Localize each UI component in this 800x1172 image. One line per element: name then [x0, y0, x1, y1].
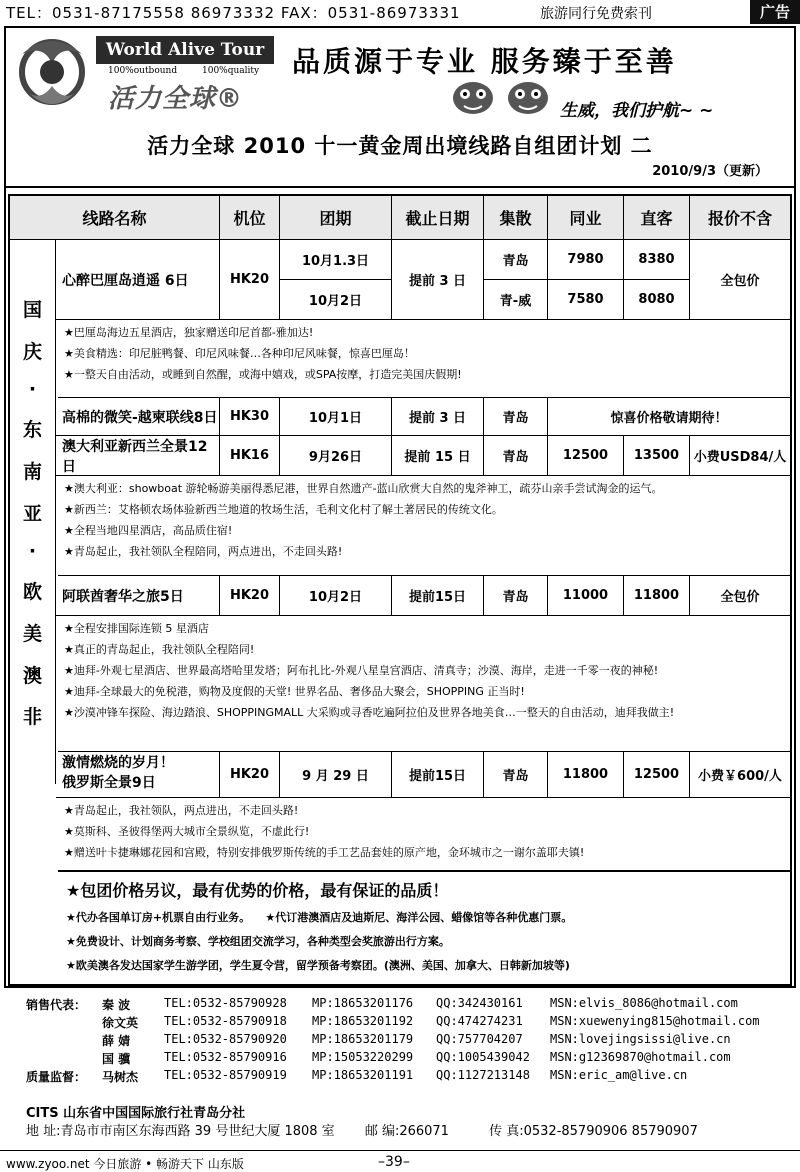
ad-badge: 广告 [750, 0, 800, 24]
tour-date: 10月1日 [280, 398, 392, 436]
side-char: · [28, 378, 37, 401]
swirl-logo-icon [10, 34, 94, 110]
page-title: 活力全球 2010 十一黄金周出境线路自组团计划 二 [147, 134, 653, 158]
tour-trade-price: 11800 [548, 752, 624, 798]
tour-flight: HK20 [220, 240, 280, 320]
side-char: · [28, 540, 37, 563]
contact-name: 徐文英 [102, 1016, 139, 1030]
col-header-direct: 直客 [624, 196, 690, 240]
tour-hub: 青-威 [484, 280, 548, 320]
note-line: ★美食精选：印尼脏鸭餐、印尼风味餐…各种印尼风味餐，惊喜巴厘岛！ [64, 347, 415, 360]
col-header-flight: 机位 [220, 196, 280, 240]
note-line: ★迪拜-外观七星酒店、世界最高塔哈里发塔；阿布扎比-外观八星皇宫酒店、清真寺；沙漠、海岸，走进一千零一夜的神秘! [64, 664, 659, 677]
brand-name-en: World Alive Tour [96, 36, 274, 64]
col-header-dates: 团期 [280, 196, 392, 240]
contact-name: 薛 婧 [102, 1034, 131, 1048]
note-line: ★青岛起止，我社领队，两点进出，不走回头路! [64, 804, 299, 817]
contact-qq: QQ:474274231 [436, 1014, 523, 1028]
tour-direct-price: 8380 [624, 240, 690, 280]
brand-name-cn: 活力全球® [108, 84, 244, 114]
contact-tel: TEL:0532-85790928 [164, 996, 287, 1010]
tour-direct-price: 11800 [624, 576, 690, 616]
tour-hub: 青岛 [484, 398, 548, 436]
pricing-item: ★代办各国单订房+机票自由行业务。 [66, 911, 251, 924]
contact-tel: TEL:0532-85790919 [164, 1068, 287, 1082]
note-line: ★一整天自由活动，或睡到自然醒，或海中嬉戏，或SPA按摩，打造完美国庆假期! [64, 368, 462, 381]
contact-qq: QQ:1005439042 [436, 1050, 530, 1064]
tour-direct-price: 13500 [624, 436, 690, 476]
note-line: ★莫斯科、圣彼得堡两大城市全景纵览，不虚此行! [64, 825, 310, 838]
contact-name: 秦 波 [102, 998, 131, 1012]
side-char: 非 [22, 706, 42, 729]
tour-excluded: 小费USD84/人 [690, 436, 790, 476]
tour-name: 阿联酋奢华之旅5日 [56, 576, 220, 616]
tagline-quality: 100%quality [202, 66, 260, 76]
contact-qq: QQ:342430161 [436, 996, 523, 1010]
tour-excluded: 全包价 [690, 576, 790, 616]
pricing-line [66, 909, 782, 925]
contact-tel: TEL:0532-85790918 [164, 1014, 287, 1028]
side-char: 庆 [22, 340, 42, 363]
contact-mobile: MP:18653201192 [312, 1014, 414, 1028]
note-line: ★巴厘岛海边五星酒店，独家赠送印尼首都-雅加达! [64, 326, 314, 339]
pricing-headline: ★包团价格另议，最有优势的价格，最有保证的品质！ [66, 881, 449, 900]
contact-name: 国 骥 [102, 1052, 131, 1066]
top-contact: TEL：0531-87175558 86973332 FAX：0531-86973331 [6, 4, 461, 22]
agency-address-line [26, 1120, 698, 1139]
contact-qq: QQ:1127213148 [436, 1068, 530, 1082]
tour-flight: HK20 [220, 576, 280, 616]
top-bar [0, 0, 800, 24]
footer-site: www.zyoo.net 今日旅游 • 畅游天下 山东版 [6, 1157, 244, 1171]
supervisor-label: 质量监督： [26, 1070, 87, 1084]
note-line: ★沙漠冲锋车探险、海边踏浪、SHOPPINGMALL 大采购或寻香吃遍阿拉伯及世界各地美食…一整天的自由活动，迪拜我做主! [64, 706, 675, 719]
tour-date: 10月2日 [280, 576, 392, 616]
tour-flight: HK16 [220, 436, 280, 476]
contact-mobile: MP:18653201179 [312, 1032, 414, 1046]
tour-name: 澳大利亚新西兰全景12日 [56, 436, 220, 476]
tour-date: 9月26日 [280, 436, 392, 476]
side-char: 南 [22, 460, 42, 483]
region-side-label [10, 240, 56, 784]
col-header-excluded: 报价不含 [690, 196, 790, 240]
contact-mobile: MP:15053220299 [312, 1050, 414, 1064]
tour-trade-price: 12500 [548, 436, 624, 476]
note-line: ★青岛起止，我社领队全程陪同，两点进出，不走回头路! [64, 545, 343, 558]
note-line: ★澳大利亚：showboat 游轮畅游美丽得悉尼港，世界自然遗产-蓝山欣赏大自然的鬼斧神工，疏芬山亲手尝试淘金的运气。 [64, 482, 663, 495]
note-line: ★全程安排国际连锁 5 星酒店 [64, 622, 209, 635]
col-header-route: 线路名称 [10, 196, 220, 240]
update-date: 2010/9/3（更新） [652, 164, 768, 179]
side-char: 欧 [22, 581, 42, 603]
tagline-outbound: 100%outbound [108, 66, 178, 76]
side-char: 亚 [22, 502, 42, 525]
tour-name: 高棉的微笑-越柬联线8日 [56, 398, 220, 436]
tour-deadline: 提前 15 日 [392, 436, 484, 476]
tour-deadline: 提前15日 [392, 752, 484, 798]
group-pricing-section [58, 872, 790, 987]
contact-msn: MSN:xuewenying815@hotmail.com [550, 1014, 760, 1028]
tour-price-note: 惊喜价格敬请期待！ [548, 398, 790, 436]
tour-name-line: 俄罗斯全景9日 [62, 775, 156, 791]
contact-mobile: MP:18653201191 [312, 1068, 414, 1082]
col-header-trade: 同业 [548, 196, 624, 240]
tour-trade-price: 7580 [548, 280, 624, 320]
tour-direct-price: 8080 [624, 280, 690, 320]
note-line: ★真正的青岛起止，我社领队全程陪同! [64, 643, 255, 656]
contact-tel: TEL:0532-85790916 [164, 1050, 287, 1064]
note-line: ★全程当地四星酒店，高品质住宿! [64, 524, 233, 537]
col-header-deadline: 截止日期 [392, 196, 484, 240]
contact-qq: QQ:757704207 [436, 1032, 523, 1046]
tour-notes [58, 320, 790, 398]
publication-label: 旅游同行免费索刊 [540, 6, 652, 22]
tour-date: 10月1.3日 [280, 240, 392, 280]
note-line: ★赠送叶卡捷琳娜花园和宫殿，特别安排俄罗斯传统的手工艺品套娃的原产地，金环城市之一谢尔盖耶夫镇! [64, 846, 585, 859]
page-footer [0, 1150, 800, 1172]
sub-slogan: 生威，我们护航~ ~ [560, 101, 714, 121]
page-number: –39– [378, 1154, 410, 1170]
tour-direct-price: 12500 [624, 752, 690, 798]
contact-msn: MSN:lovejingsissi@live.cn [550, 1032, 731, 1046]
tour-excluded: 小费￥600/人 [690, 752, 790, 798]
agency-name: CITS 山东省中国国际旅行社青岛分社 [26, 1106, 246, 1121]
tour-notes [58, 476, 790, 576]
tour-notes [58, 616, 790, 752]
tour-date: 9 月 29 日 [280, 752, 392, 798]
col-header-hub: 集散 [484, 196, 548, 240]
tour-notes [58, 798, 790, 872]
pricing-item: ★代订港澳酒店及迪斯尼、海洋公园、蜡像馆等各种优惠门票。 [265, 911, 573, 924]
itinerary-table [8, 194, 792, 986]
pricing-line: ★欧美澳各发达国家学生游学团，学生夏令营，留学预备考察团。(澳洲、美国、加拿大、日韩新加坡等) [66, 959, 570, 972]
contact-name: 马树杰 [102, 1070, 139, 1084]
tour-hub: 青岛 [484, 576, 548, 616]
tour-flight: HK30 [220, 398, 280, 436]
postcode: 邮 编:266071 [364, 1124, 449, 1139]
tour-hub: 青岛 [484, 240, 548, 280]
tour-name [56, 752, 220, 798]
tour-name-line: 激情燃烧的岁月！ [62, 755, 174, 771]
slogan: 品质源于专业 服务臻于至善 [292, 45, 677, 78]
fax: 传 真:0532-85790906 85790907 [489, 1124, 698, 1139]
contact-msn: MSN:g12369870@hotmail.com [550, 1050, 731, 1064]
tour-date: 10月2日 [280, 280, 392, 320]
tour-flight: HK20 [220, 752, 280, 798]
tour-name: 心醉巴厘岛逍遥 6日 [56, 240, 220, 320]
tour-hub: 青岛 [484, 752, 548, 798]
tour-trade-price: 11000 [548, 576, 624, 616]
contact-mobile: MP:18653201176 [312, 996, 414, 1010]
tour-deadline: 提前15日 [392, 576, 484, 616]
tour-deadline: 提前 3 日 [392, 398, 484, 436]
side-char: 美 [22, 622, 42, 645]
side-char: 东 [22, 419, 42, 441]
sales-label: 销售代表： [26, 998, 87, 1012]
note-line: ★迪拜-全球最大的免税港，购物及度假的天堂! 世界名品、奢侈品大聚会，SHOPPING 正当时! [64, 685, 525, 698]
pricing-line: ★免费设计、计划商务考察、学校组团交流学习，各种类型会奖旅游出行方案。 [66, 935, 450, 948]
mascot-icon [450, 76, 496, 118]
tour-trade-price: 7980 [548, 240, 624, 280]
note-line: ★新西兰：艾格顿农场体验新西兰地道的牧场生活，毛利文化村了解土著居民的传统文化。 [64, 503, 503, 516]
tour-excluded: 全包价 [690, 240, 790, 320]
tour-hub: 青岛 [484, 436, 548, 476]
side-char: 澳 [22, 664, 42, 687]
contact-msn: MSN:elvis_8086@hotmail.com [550, 996, 738, 1010]
divider [4, 186, 796, 188]
mascot-icon [505, 76, 551, 118]
contact-msn: MSN:eric_am@live.cn [550, 1068, 688, 1082]
tour-deadline: 提前 3 日 [392, 240, 484, 320]
address: 地 址:青岛市市南区东海西路 39 号世纪大厦 1808 室 [26, 1124, 335, 1139]
side-char: 国 [22, 298, 42, 321]
contact-tel: TEL:0532-85790920 [164, 1032, 287, 1046]
